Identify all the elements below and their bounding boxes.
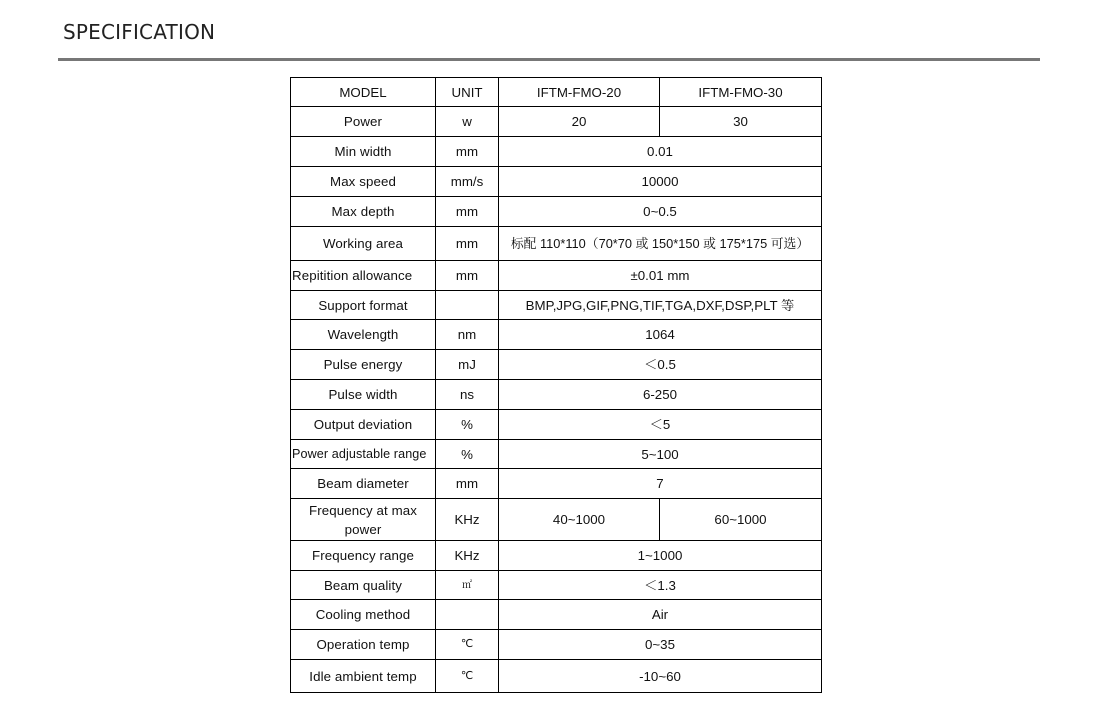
value-cell: 1~1000 xyxy=(499,541,822,571)
unit-cell: KHz xyxy=(436,541,499,571)
table-row xyxy=(291,541,822,571)
table-row xyxy=(291,600,822,630)
param-cell: Beam quality xyxy=(291,571,436,600)
title-divider xyxy=(58,58,1040,61)
table-row xyxy=(291,167,822,197)
value-cell: 40~1000 xyxy=(499,499,660,541)
unit-cell: % xyxy=(436,440,499,469)
value-cell: 1064 xyxy=(499,320,822,350)
unit-cell: ℃ xyxy=(436,630,499,660)
param-cell: Working area xyxy=(291,227,436,261)
table-row xyxy=(291,350,822,380)
header-model-20: IFTM-FMO-20 xyxy=(499,78,660,107)
table-row xyxy=(291,499,822,541)
table-row xyxy=(291,410,822,440)
unit-cell: mm xyxy=(436,469,499,499)
table-row xyxy=(291,630,822,660)
value-cell: ＜1.3 xyxy=(499,571,822,600)
param-cell: Min width xyxy=(291,137,436,167)
unit-cell: mJ xyxy=(436,350,499,380)
specification-table xyxy=(290,77,822,693)
header-unit: UNIT xyxy=(436,78,499,107)
value-cell: BMP,JPG,GIF,PNG,TIF,TGA,DXF,DSP,PLT 等 xyxy=(499,291,822,320)
param-cell: Output deviation xyxy=(291,410,436,440)
table-row xyxy=(291,440,822,469)
unit-cell: nm xyxy=(436,320,499,350)
value-cell: ＜0.5 xyxy=(499,350,822,380)
unit-cell: ㎡ xyxy=(436,571,499,600)
table-row xyxy=(291,137,822,167)
unit-cell: ns xyxy=(436,380,499,410)
value-cell: 60~1000 xyxy=(660,499,822,541)
param-cell: Support format xyxy=(291,291,436,320)
param-cell: Pulse energy xyxy=(291,350,436,380)
value-cell: 标配 110*110（70*70 或 150*150 或 175*175 可选） xyxy=(499,227,822,261)
unit-cell: mm/s xyxy=(436,167,499,197)
value-cell: 30 xyxy=(660,107,822,137)
table-row xyxy=(291,571,822,600)
value-cell: Air xyxy=(499,600,822,630)
table-row xyxy=(291,320,822,350)
table-row xyxy=(291,197,822,227)
table-row xyxy=(291,227,822,261)
value-cell: -10~60 xyxy=(499,660,822,693)
unit-cell: KHz xyxy=(436,499,499,541)
unit-cell xyxy=(436,291,499,320)
header-model: MODEL xyxy=(291,78,436,107)
value-cell: 10000 xyxy=(499,167,822,197)
table-row xyxy=(291,380,822,410)
param-cell: Pulse width xyxy=(291,380,436,410)
param-cell: Frequency range xyxy=(291,541,436,571)
param-cell: Idle ambient temp xyxy=(291,660,436,693)
unit-cell: % xyxy=(436,410,499,440)
header-model-30: IFTM-FMO-30 xyxy=(660,78,822,107)
table-row xyxy=(291,291,822,320)
value-cell: 0~0.5 xyxy=(499,197,822,227)
value-cell: ±0.01 mm xyxy=(499,261,822,291)
value-cell: 7 xyxy=(499,469,822,499)
value-cell: 0.01 xyxy=(499,137,822,167)
table-row xyxy=(291,261,822,291)
unit-cell: mm xyxy=(436,137,499,167)
param-cell: Power adjustable range xyxy=(291,440,436,469)
param-cell: Power xyxy=(291,107,436,137)
table-header-row xyxy=(291,78,822,107)
unit-cell: ℃ xyxy=(436,660,499,693)
unit-cell: mm xyxy=(436,261,499,291)
unit-cell: mm xyxy=(436,227,499,261)
value-cell: 5~100 xyxy=(499,440,822,469)
param-cell: Operation temp xyxy=(291,630,436,660)
value-cell: 20 xyxy=(499,107,660,137)
value-cell: ＜5 xyxy=(499,410,822,440)
param-cell: Wavelength xyxy=(291,320,436,350)
param-cell: Frequency at max power xyxy=(291,499,436,541)
table-row xyxy=(291,469,822,499)
table-row xyxy=(291,107,822,137)
value-cell: 0~35 xyxy=(499,630,822,660)
unit-cell: w xyxy=(436,107,499,137)
param-cell: Repitition allowance xyxy=(291,261,436,291)
page-title: SPECIFICATION xyxy=(63,20,216,44)
param-cell: Beam diameter xyxy=(291,469,436,499)
param-cell: Max speed xyxy=(291,167,436,197)
table-row xyxy=(291,660,822,693)
unit-cell: mm xyxy=(436,197,499,227)
unit-cell xyxy=(436,600,499,630)
param-cell: Cooling method xyxy=(291,600,436,630)
value-cell: 6-250 xyxy=(499,380,822,410)
param-cell: Max depth xyxy=(291,197,436,227)
